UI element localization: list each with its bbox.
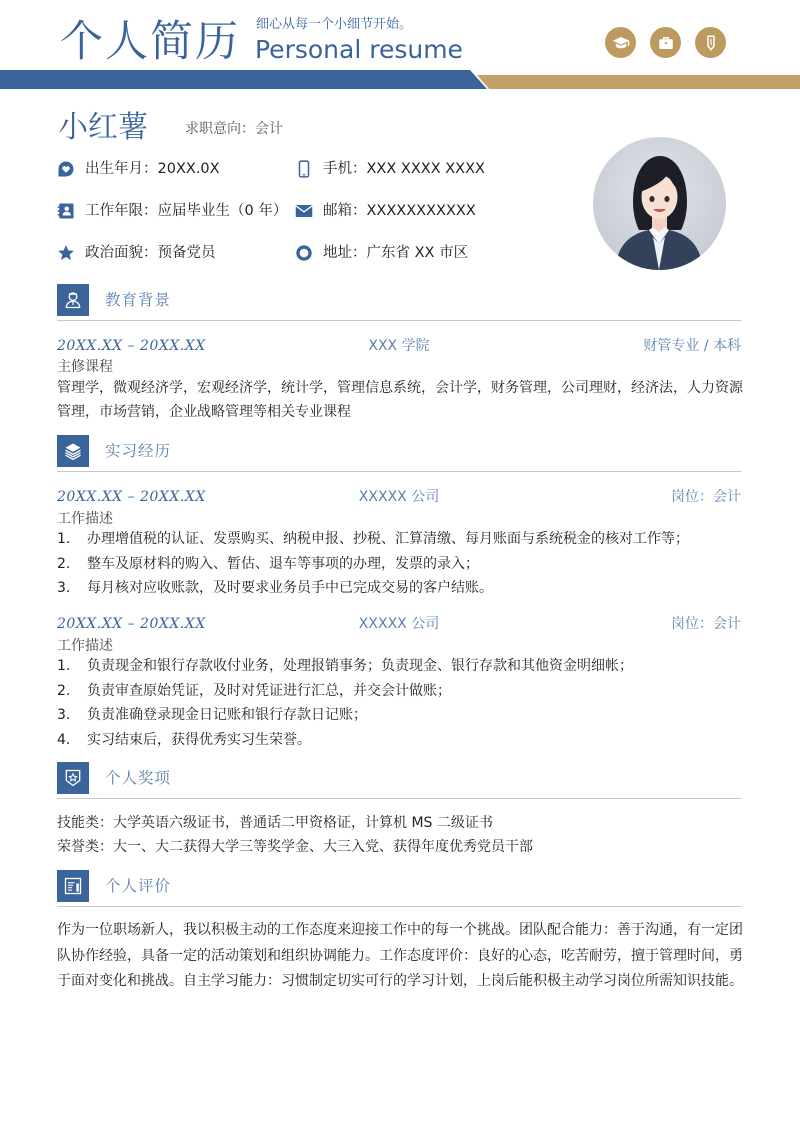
header-slogan: 细心从每一个小细节开始。 [256, 17, 413, 32]
duty-item: 1. 负责现金和银行存款收付业务，处理报销事务；负责现金、银行存款和其他资金明细帐； [57, 658, 633, 674]
student-icon [57, 284, 89, 316]
awards-honors: 荣誉类：大一、大二获得大学三等奖学金、大三入党、获得年度优秀党员干部 [57, 839, 533, 855]
job-intent: 求职意向：会计 [185, 121, 283, 137]
awards-skills: 技能类：大学英语六级证书，普通话二甲资格证，计算机 MS 二级证书 [57, 815, 493, 831]
resume-title: 个人简历 [60, 17, 240, 67]
internship-1-desc-label: 工作描述 [57, 511, 113, 527]
education-school: XXX 学院 [368, 338, 430, 354]
briefcase-icon [650, 27, 681, 58]
internship-2-desc-label: 工作描述 [57, 638, 113, 654]
section-header-internship [57, 435, 741, 472]
info-politics-text: 政治面貌：预备党员 [85, 245, 216, 261]
info-birth [57, 159, 220, 179]
section-header-evaluation [57, 870, 741, 907]
internship-2-duties [57, 654, 747, 752]
info-phone [295, 159, 485, 179]
layers-icon [57, 435, 89, 467]
info-politics [57, 243, 216, 263]
location-ring-icon [295, 244, 313, 262]
info-phone-text: 手机：XXX XXXX XXXX [323, 161, 485, 177]
internship-1-date: 20XX.XX – 20XX.XX [57, 489, 206, 505]
section-header-awards [57, 762, 741, 799]
section-header-education [57, 284, 741, 321]
duty-item: 1. 办理增值税的认证、发票购买、纳税申报、抄税、汇算清缴、每月账面与系统税金的核对工作等； [57, 531, 689, 547]
courses-text: 管理学，微观经济学，宏观经济学，统计学，管理信息系统，会计学，财务管理，公司理财，经济法，人力资源管理，市场营销，企业战略管理等相关专业课程 [57, 380, 743, 420]
education-major: 财管专业 / 本科 [643, 338, 741, 354]
internship-1-duties [57, 527, 747, 601]
education-row [57, 336, 741, 356]
portrait-illustration [593, 137, 726, 270]
info-address [295, 243, 468, 263]
section-title-evaluation: 个人评价 [105, 877, 172, 895]
heart-chat-icon [57, 160, 75, 178]
info-address-text: 地址：广东省 XX 市区 [323, 245, 469, 261]
internship-row-1 [57, 487, 741, 507]
section-title-education: 教育背景 [105, 291, 172, 309]
courses-label: 主修课程 [57, 359, 113, 375]
header-icon-group [605, 27, 726, 58]
pencil-icon [695, 27, 726, 58]
mail-icon [295, 202, 313, 220]
evaluation-text: 作为一位职场新人，我以积极主动的工作态度来迎接工作中的每一个挑战。团队配合能力：善于沟通，有一定团队协作经验，具备一定的活动策划和组织协调能力。工作态度评价：良好的心态，吃苦耐劳，擅于管理时间，勇于面对变化和挑战。自主学习能力：习惯制定切实可行的学习计划，上岗后能积极主动学习岗位所需知识技能。 [57, 922, 743, 989]
info-experience-text: 工作年限：应届毕业生（0 年） [85, 203, 288, 219]
internship-1-position: 岗位：会计 [671, 489, 741, 505]
badge-star-icon [57, 762, 89, 794]
internship-2-date: 20XX.XX – 20XX.XX [57, 616, 206, 632]
avatar [593, 137, 726, 270]
candidate-name: 小红薯 [58, 110, 148, 145]
section-title-internship: 实习经历 [105, 442, 172, 460]
internship-1-company: XXXXX 公司 [358, 489, 440, 505]
star-icon [57, 244, 75, 262]
duty-item: 2. 整车及原材料的购入、暂估、退车等事项的办理，发票的录入； [57, 555, 479, 572]
header-subtitle-en: Personal resume [255, 35, 463, 64]
duty-item: 2. 负责审查原始凭证，及时对凭证进行汇总，并交会计做账； [57, 682, 451, 699]
contact-book-icon [57, 202, 75, 220]
internship-row-2 [57, 614, 741, 634]
duty-item: 3. 每月核对应收账款，及时要求业务员手中已完成交易的客户结账。 [57, 580, 493, 596]
document-pen-icon [57, 870, 89, 902]
header-bar-gold [477, 75, 800, 89]
info-experience [57, 201, 287, 221]
section-title-awards: 个人奖项 [105, 769, 172, 787]
info-birth-text: 出生年月：20XX.0X [85, 161, 220, 177]
graduation-cap-icon [605, 27, 636, 58]
header-bar-blue [0, 70, 487, 89]
phone-icon [295, 160, 313, 178]
internship-2-position: 岗位：会计 [671, 616, 741, 632]
duty-item: 3. 负责准确登录现金日记账和银行存款日记账； [57, 707, 367, 723]
duty-item: 4. 实习结束后，获得优秀实习生荣誉。 [57, 731, 311, 748]
education-date: 20XX.XX – 20XX.XX [57, 338, 206, 354]
info-email [295, 201, 476, 221]
info-email-text: 邮箱：XXXXXXXXXXX [323, 203, 476, 219]
internship-2-company: XXXXX 公司 [358, 616, 440, 632]
